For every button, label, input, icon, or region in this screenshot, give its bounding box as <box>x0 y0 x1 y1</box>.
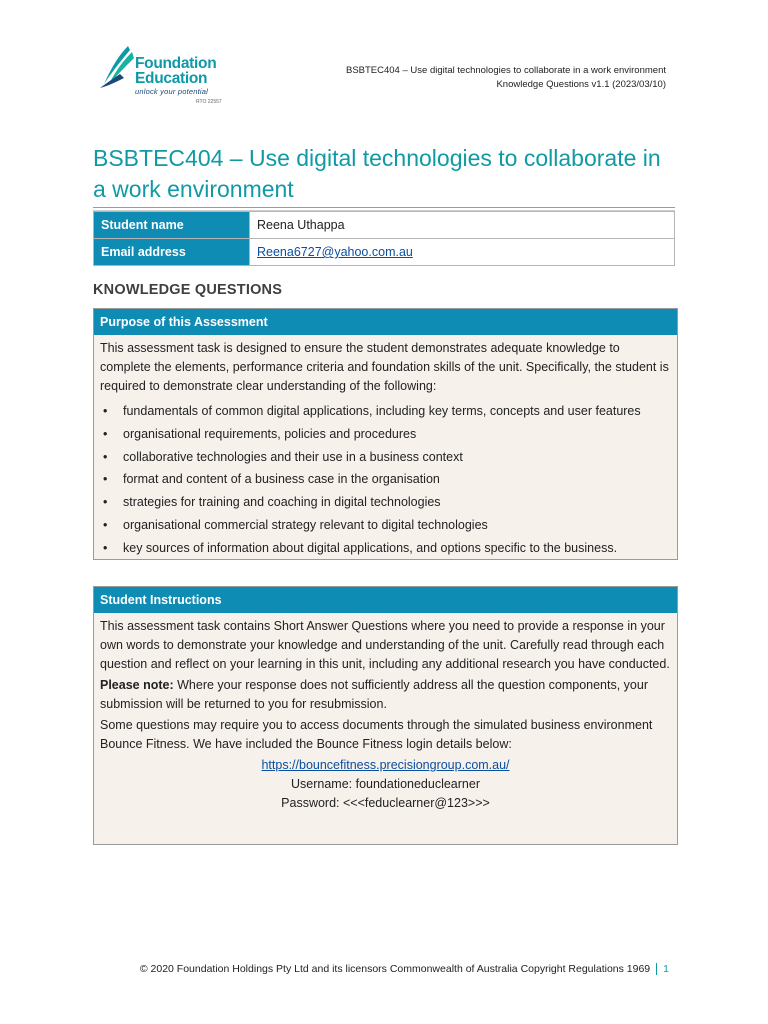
feather-icon <box>98 44 138 94</box>
bullet-icon: • <box>103 517 108 532</box>
list-item <box>100 537 671 560</box>
instructions-body <box>94 613 677 819</box>
purpose-heading: Purpose of this Assessment <box>94 309 677 335</box>
list-item-text: collaborative technologies and their use in a business context <box>123 449 463 464</box>
list-item-text: organisational commercial strategy relevant to digital technologies <box>123 517 488 532</box>
purpose-bullet-list <box>100 400 671 560</box>
bullet-icon: • <box>103 449 108 464</box>
list-item <box>100 446 671 469</box>
instructions-box <box>93 586 678 845</box>
student-name-label: Student name <box>94 212 250 239</box>
copyright-text: © 2020 Foundation Holdings Pty Ltd and its licensors Commonwealth of Australia Copyright Regulations 1969 <box>139 963 651 975</box>
bullet-icon: • <box>103 404 108 418</box>
list-item-text: fundamentals of common digital applications, including key terms, concepts and user features <box>123 404 641 418</box>
login-link-line <box>100 756 671 775</box>
foundation-education-logo <box>98 44 238 110</box>
email-link[interactable]: Reena6727@yahoo.com.au <box>257 245 413 259</box>
please-note-label: Please note: <box>100 678 174 692</box>
logo-line-1: Foundation <box>135 55 217 72</box>
title-divider <box>93 207 675 208</box>
list-item <box>100 400 671 423</box>
student-name-value: Reena Uthappa <box>250 212 675 239</box>
logo-line-2: Education <box>135 70 208 87</box>
email-cell <box>250 239 675 266</box>
document-title: BSBTEC404 – Use digital technologies to collaborate in a work environment <box>93 145 661 202</box>
list-item <box>100 468 671 491</box>
password-line: Password: <<<feduclearner@123>>> <box>281 796 490 810</box>
list-item <box>100 423 671 446</box>
bounce-fitness-paragraph: Some questions may require you to access documents through the simulated business environment Bounce Fitness. We have included the Bounce Fitness login details below: <box>100 718 653 751</box>
bullet-icon: • <box>103 472 108 487</box>
running-header-line-2: Knowledge Questions v1.1 (2023/03/10) <box>496 78 666 90</box>
email-label: Email address <box>94 239 250 266</box>
instructions-heading: Student Instructions <box>94 587 677 613</box>
list-item-text: key sources of information about digital applications, and options specific to the business. <box>123 540 618 555</box>
logo-rto: RTO 22557 <box>196 99 222 105</box>
purpose-box <box>93 308 678 560</box>
section-heading: KNOWLEDGE QUESTIONS <box>93 282 283 298</box>
please-note-text: Where your response does not sufficiently address all the question components, your submission will be returned to you for resubmission. <box>100 678 648 711</box>
student-info-table <box>93 211 675 266</box>
bullet-icon: • <box>103 495 108 510</box>
email-row <box>94 239 675 266</box>
purpose-intro: This assessment task is designed to ensure the student demonstrates adequate knowledge to complete the elements, performance criteria and foundation skills of the unit. Specifically, the student is required to demonstrate clear understanding of the following: <box>100 341 669 393</box>
running-header-line-1: BSBTEC404 – Use digital technologies to collaborate in a work environment <box>345 65 666 76</box>
list-item <box>100 491 671 514</box>
logo-tagline: unlock your potential <box>135 87 208 96</box>
purpose-body <box>94 335 677 566</box>
bullet-icon: • <box>103 426 108 441</box>
bullet-icon: • <box>103 540 108 555</box>
running-header <box>346 64 666 91</box>
please-note-paragraph <box>100 676 671 714</box>
list-item-text: strategies for training and coaching in digital technologies <box>123 495 441 510</box>
footer-separator <box>656 963 657 975</box>
list-item <box>100 514 671 537</box>
page-number: 1 <box>663 963 669 975</box>
list-item-text: organisational requirements, policies and procedures <box>123 426 417 441</box>
student-name-row <box>94 212 675 239</box>
page-footer <box>140 963 669 975</box>
instructions-paragraph: This assessment task contains Short Answer Questions where you need to provide a response in your own words to demonstrate your knowledge and understanding of the unit. Carefully read through each question and reflect on your learning in this unit, including any additional research you have conducted. <box>100 619 670 671</box>
list-item-text: format and content of a business case in the organisation <box>123 472 440 487</box>
username-line: Username: foundationeduclearner <box>290 777 480 791</box>
bounce-fitness-link[interactable]: https://bouncefitness.precisiongroup.com.au/ <box>261 758 510 772</box>
